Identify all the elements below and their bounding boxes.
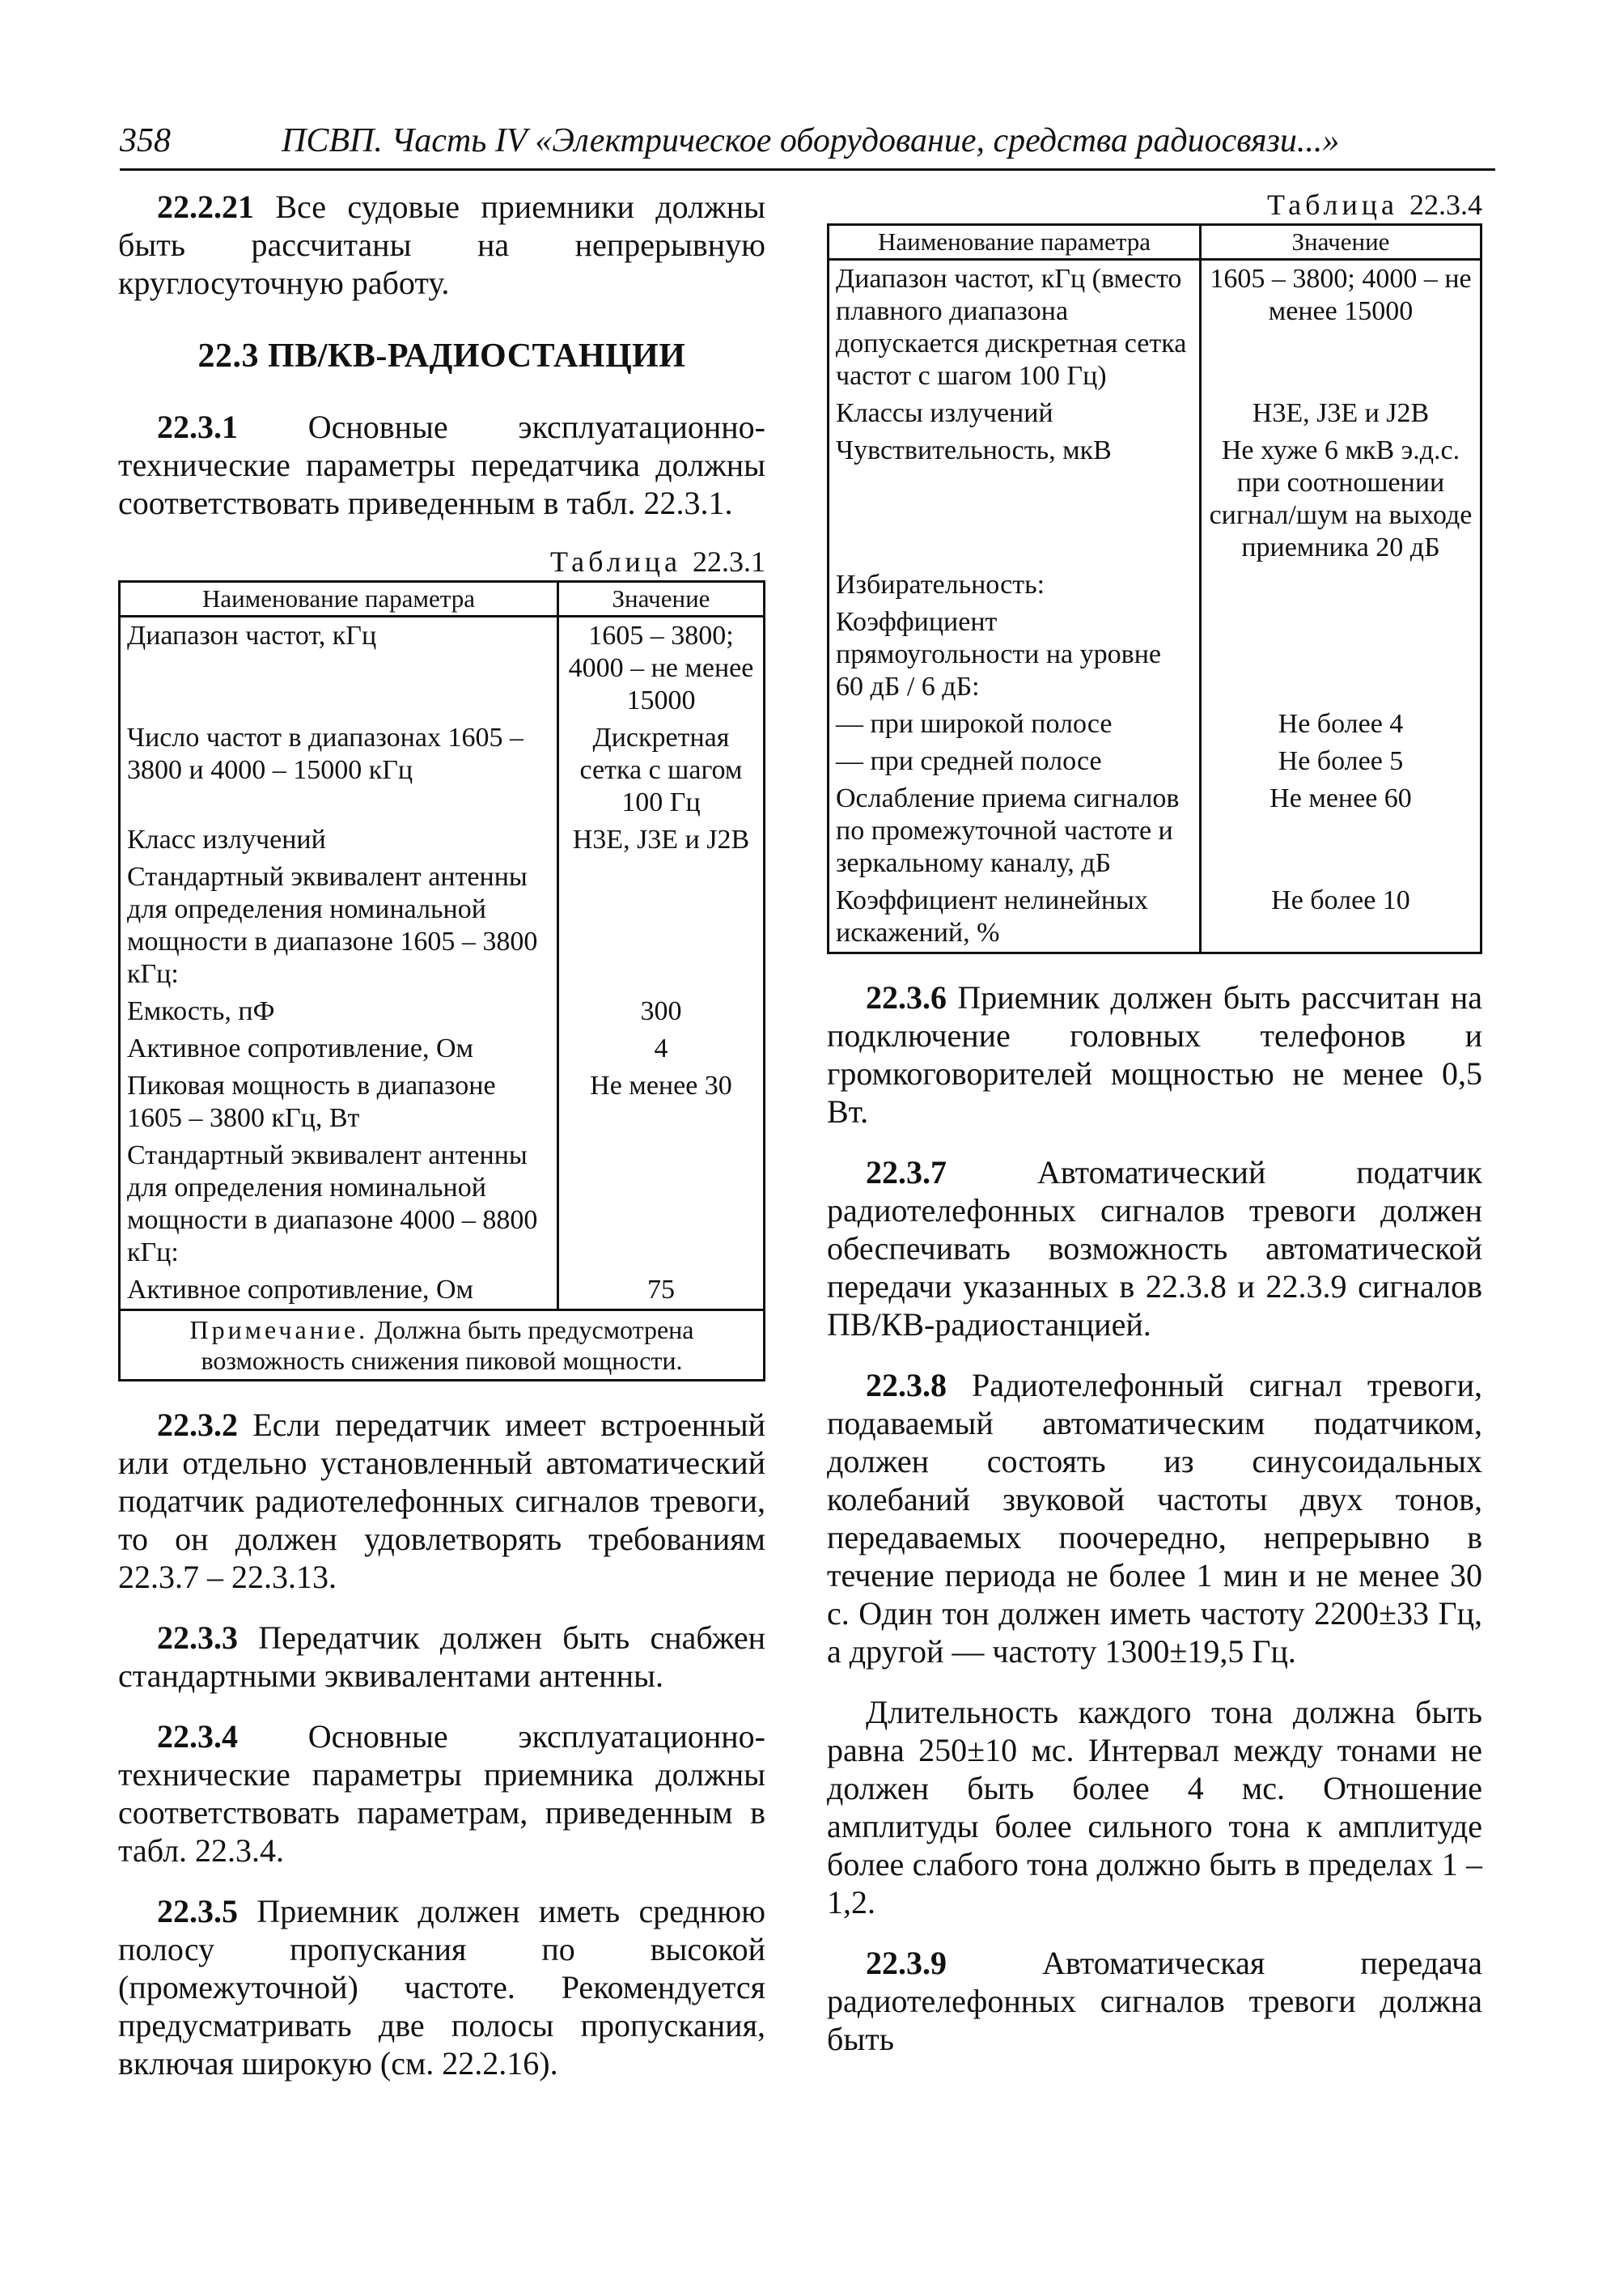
table-row: Активное сопротивление, Ом 4: [120, 1030, 765, 1067]
table-note: Примечание. Должна быть предусмотрена возможность снижения пиковой мощности.: [120, 1310, 765, 1381]
table-row: Коэффициент прямоугольности на уровне 60 дБ / 6 дБ:: [829, 604, 1481, 706]
page-header: [120, 121, 1495, 171]
table-row: Чувствительность, мкВ Не хуже 6 мкВ э.д.с. при соотношении сигнал/шум на выходе приемника 20 дБ: [829, 432, 1481, 567]
table-row: Диапазон частот, кГц 1605 – 3800; 4000 – не менее 15000: [120, 617, 765, 720]
table-header-value: Значение: [1200, 225, 1481, 260]
paragraph-22-3-3: 22.3.3 Передатчик должен быть снабжен стандартными эквивалентами антенны.: [118, 1619, 765, 1694]
table-row: Диапазон частот, кГц (вместо плавного диапазона допускается дискретная сетка частот с шагом 100 Гц) 1605 – 3800; 4000 – не менее 15000: [829, 260, 1481, 396]
left-column: [118, 188, 765, 2105]
paragraph-tone-duration: Длительность каждого тона должна быть равна 250±10 мс. Интервал между тонами не должен быть более 4 мс. Отношение амплитуды более сильного тона к амплитуде более слабого тона должно быть в пределах 1 – 1,2.: [827, 1694, 1482, 1920]
table-header-param: Наименование параметра: [829, 225, 1201, 260]
table-row: — при широкой полосе Не более 4: [829, 706, 1481, 743]
paragraph-22-2-21: 22.2.21 Все судовые приемники должны быть рассчитаны на непрерывную круглосуточную работу.: [118, 189, 765, 301]
table-row: Коэффициент нелинейных искажений, % Не более 10: [829, 882, 1481, 953]
table-row: Пиковая мощность в диапазоне 1605 – 3800 кГц, Вт Не менее 30: [120, 1067, 765, 1137]
table-caption-22-3-4: Таблица 22.3.4: [1267, 189, 1482, 221]
section-title: 22.3 ПВ/КВ-РАДИОСТАНЦИИ: [197, 337, 686, 375]
table-note-row: [120, 1310, 765, 1381]
right-column: [827, 188, 1482, 2081]
paragraph-22-3-5: 22.3.5 Приемник должен иметь среднюю полосу пропускания по высокой (промежуточной) частоте. Рекомендуется предусматривать две полосы пропускания, включая широкую (см. 22.2.16).: [118, 1893, 765, 2082]
table-row: Ослабление приема сигналов по промежуточной частоте и зеркальному каналу, дБ Не менее 60: [829, 780, 1481, 882]
page-number: 358: [120, 122, 171, 159]
paragraph-22-3-4: 22.3.4 Основные эксплуатационно-технические параметры приемника должны соответствовать параметрам, приведенным в табл. 22.3.4.: [118, 1718, 765, 1869]
table-row: Избирательность:: [829, 567, 1481, 604]
paragraph-22-3-2: 22.3.2 Если передатчик имеет встроенный или отдельно установленный автоматический податчик радиотелефонных сигналов тревоги, то он должен удовлетворять требованиям 22.3.7 – 22.3.13.: [118, 1407, 765, 1595]
table-row: Класс излучений H3E, J3E и J2B: [120, 821, 765, 859]
paragraph-22-3-7: 22.3.7 Автоматический податчик радиотелефонных сигналов тревоги должен обеспечивать возможность автоматической передачи указанных в 22.3.8 и 22.3.9 сигналов ПВ/КВ-радиостанцией.: [827, 1154, 1482, 1343]
running-title: ПСВП. Часть IV «Электрическое оборудование, средства радиосвязи...»: [282, 122, 1340, 159]
table-22-3-4: [827, 223, 1482, 954]
table-row: Активное сопротивление, Ом 75: [120, 1271, 765, 1310]
table-row: Классы излучений H3E, J3E и J2B: [829, 395, 1481, 432]
paragraph-22-3-9: 22.3.9 Автоматическая передача радиотелефонных сигналов тревоги должна быть: [827, 1945, 1482, 2057]
table-header-value: Значение: [557, 582, 764, 617]
table-row: Число частот в диапазонах 1605 – 3800 и 4000 – 15000 кГц Дискретная сетка с шагом 100 Гц: [120, 719, 765, 821]
table-caption-22-3-1: Таблица 22.3.1: [550, 545, 765, 578]
paragraph-22-3-8: 22.3.8 Радиотелефонный сигнал тревоги, подаваемый автоматическим податчиком, должен состоять из синусоидальных колебаний звуковой частоты двух тонов, передаваемых поочередно, непрерывно в течение периода не более 1 мин и не менее 30 с. Один тон должен иметь частоту 2200±33 Гц, а другой — частоту 1300±19,5 Гц.: [827, 1367, 1482, 1670]
paragraph-22-3-6: 22.3.6 Приемник должен быть рассчитан на подключение головных телефонов и громкоговорителей мощностью не менее 0,5 Вт.: [827, 979, 1482, 1130]
table-row: Стандартный эквивалент антенны для определения номинальной мощности в диапазоне 4000 – 8800 кГц:: [120, 1137, 765, 1271]
table-row: — при средней полосе Не более 5: [829, 743, 1481, 780]
table-row: Стандартный эквивалент антенны для определения номинальной мощности в диапазоне 1605 – 3800 кГц:: [120, 859, 765, 993]
paragraph-22-3-1: 22.3.1 Основные эксплуатационно-технические параметры передатчика должны соответствовать приведенным в табл. 22.3.1.: [118, 409, 765, 521]
table-row: Емкость, пФ 300: [120, 993, 765, 1030]
table-22-3-1: [118, 580, 765, 1381]
table-header-param: Наименование параметра: [120, 582, 558, 617]
